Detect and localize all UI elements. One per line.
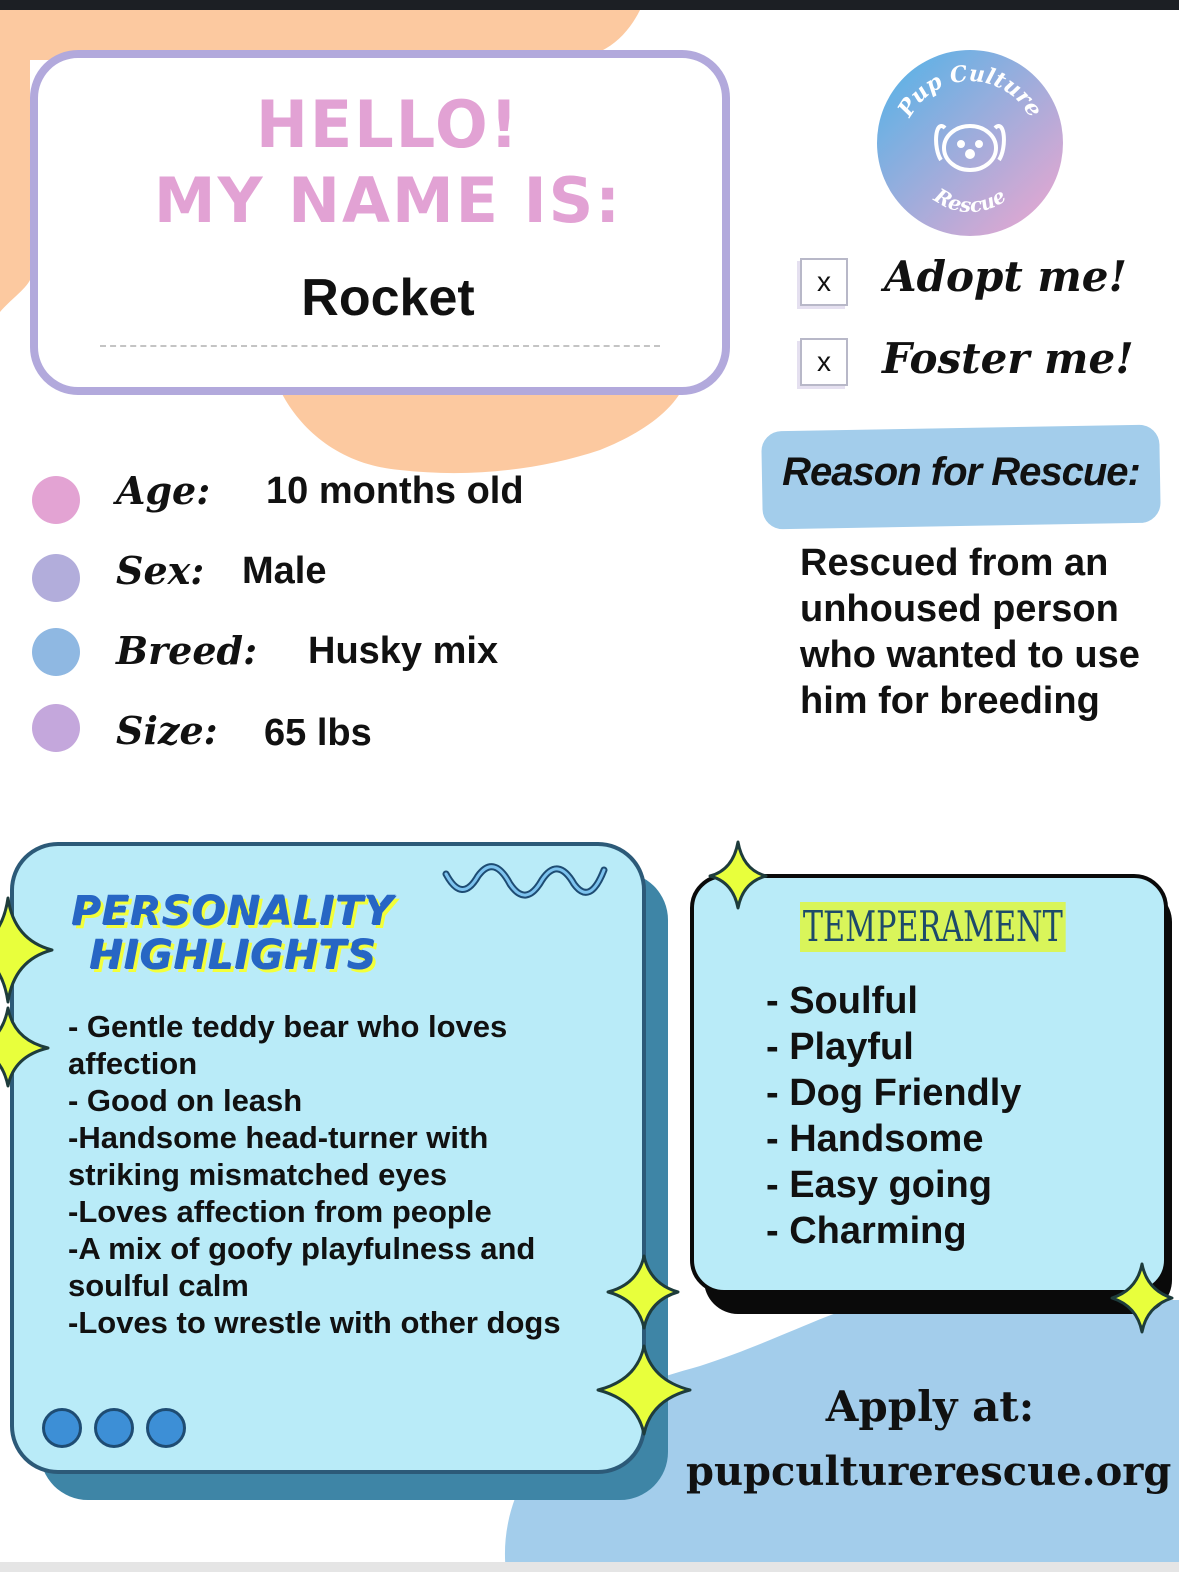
apply-label: Apply at: [825,1382,1035,1431]
sparkle-icon [1112,1264,1172,1332]
personality-line: affection [68,1046,198,1081]
personality-line: - Gentle teddy bear who loves [68,1009,508,1044]
sex-label: Sex: [116,548,205,593]
breed-value: Husky mix [308,630,499,672]
age-value: 10 months old [266,470,524,512]
personality-line: soulful calm [68,1268,249,1303]
personality-line: -Loves to wrestle with other dogs [68,1305,561,1340]
temperament-item: - Soulful [766,980,918,1022]
reason-title: Reason for Rescue: [782,450,1140,494]
age-label: Age: [116,468,211,513]
personality-line: - Good on leash [68,1083,303,1118]
sparkle-icon [0,1008,48,1086]
sparkle-icon [710,842,766,908]
adopt-label: Adopt me! [884,252,1127,301]
bottom-bar [0,1562,1179,1572]
foster-label: Foster me! [882,334,1134,383]
adopt-checkbox[interactable]: x [800,258,848,306]
greeting-line-2: MY NAME IS: [153,164,623,237]
reason-line: who wanted to use [800,634,1140,676]
temperament-item: - Charming [766,1210,967,1252]
temperament-title: TEMPERAMENT [800,902,1066,952]
apply-url[interactable]: pupculturerescue.org [686,1448,1172,1495]
temperament-item: - Playful [766,1026,914,1068]
personality-title-line-1: PERSONALITY [72,889,395,935]
size-label: Size: [116,708,218,753]
reason-line: unhoused person [800,588,1119,630]
pet-name: Rocket [301,269,475,327]
personality-line: -Handsome head-turner with [68,1120,489,1155]
personality-line: -A mix of goofy playfulness and [68,1231,536,1266]
personality-line: striking mismatched eyes [68,1157,448,1192]
sparkle-icon [608,1256,678,1328]
foster-checkbox[interactable]: x [800,338,848,386]
personality-title-line-2: HIGHLIGHTS [90,933,378,979]
reason-line: him for breeding [800,680,1100,722]
reason-line: Rescued from an [800,542,1109,584]
sparkle-icon [598,1346,690,1434]
logo-text-top: Pup Culture [892,60,1048,122]
temperament-item: - Easy going [766,1164,992,1206]
sparkle-icon [0,898,52,1002]
temperament-item: - Dog Friendly [766,1072,1022,1114]
breed-label: Breed: [116,628,258,673]
temperament-item: - Handsome [766,1118,984,1160]
sex-value: Male [242,550,327,592]
personality-line: -Loves affection from people [68,1194,492,1229]
logo-text-bottom: Rescue [930,183,1011,218]
size-value: 65 lbs [264,712,372,754]
greeting-line-1: HELLO! [255,86,521,163]
